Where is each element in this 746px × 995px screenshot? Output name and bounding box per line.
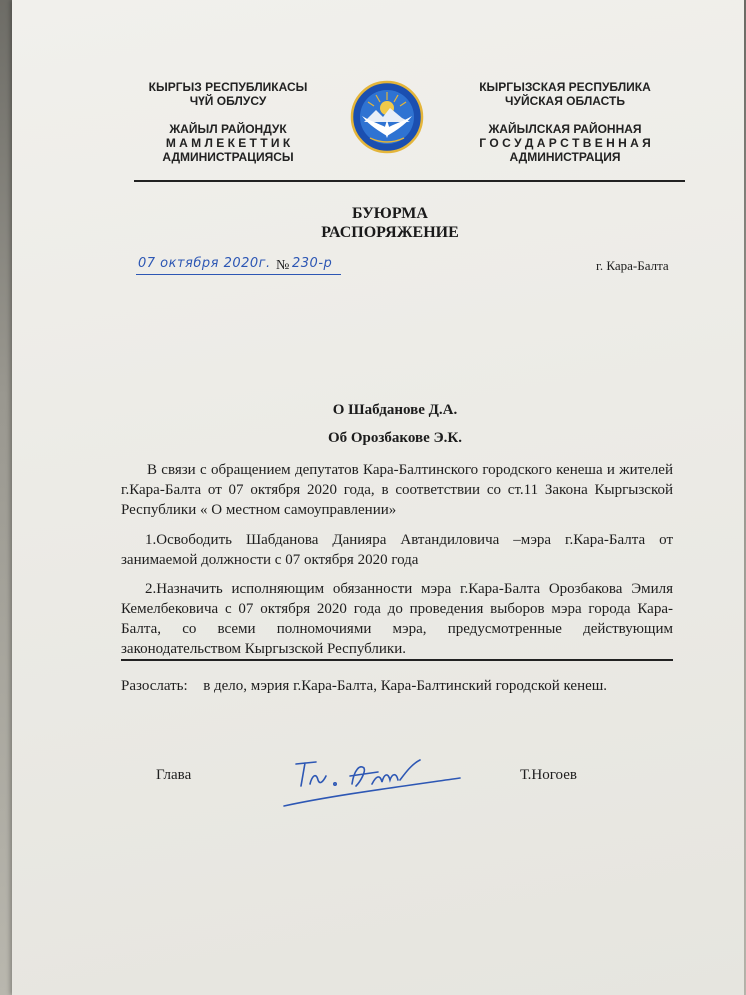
header-left-district: ЖАЙЫЛ РАЙОНДУК bbox=[169, 122, 287, 136]
subject-line-2: Об Орозбакове Э.К. bbox=[327, 430, 463, 446]
state-emblem-icon bbox=[350, 80, 424, 154]
distribution-line bbox=[121, 676, 681, 696]
header-left-country: КЫРГЫЗ РЕСПУБЛИКАСЫ bbox=[148, 80, 308, 94]
signatory-position: Глава bbox=[156, 767, 192, 783]
body-divider bbox=[121, 659, 673, 661]
handwritten-number: 230-р bbox=[292, 256, 333, 271]
preamble-paragraph: В связи с обращением депутатов Кара-Балтинского городского кенеша и жителей г.Кара-Балта от 07 октября 2020 года, в соответствии со ст.11 Закона Кыргызской Республики « О местном самоуправлении» bbox=[121, 462, 673, 518]
header-right-region: ЧУЙСКАЯ ОБЛАСТЬ bbox=[505, 94, 625, 108]
handwritten-signature-icon bbox=[280, 750, 470, 812]
signatory-name: Т.Ногоев bbox=[520, 767, 577, 783]
order-item-2: 2.Назначить исполняющим обязанности мэра г.Кара-Балта Орозбакова Эмиля Кемелбековича с 07 октября 2020 года до проведения выборов мэра города Кара-Балта, со всеми полномочиями мэра, предусмотренные действующим законодательством Кыргызской Республики. bbox=[121, 581, 673, 657]
header-right-administration: АДМИНИСТРАЦИЯ bbox=[509, 150, 621, 164]
header-right bbox=[459, 80, 671, 164]
header-right-country: КЫРГЫЗСКАЯ РЕСПУБЛИКА bbox=[479, 80, 651, 94]
subject-line-1: О Шабданове Д.А. bbox=[332, 402, 458, 418]
header-right-district: ЖАЙЫЛСКАЯ РАЙОННАЯ bbox=[488, 122, 642, 136]
distribution-text: в дело, мэрия г.Кара-Балта, Кара-Балтинский городской кенеш. bbox=[203, 678, 608, 694]
date-underline bbox=[136, 274, 341, 275]
handwritten-date: 07 октября 2020г. bbox=[138, 256, 271, 271]
distribution-label: Разослать: bbox=[121, 678, 188, 694]
city-label: г. Кара-Балта bbox=[596, 258, 669, 273]
doc-title-kg: БУЮРМА bbox=[352, 205, 428, 222]
doc-title-ru: РАСПОРЯЖЕНИЕ bbox=[321, 224, 459, 241]
header-left-state: М А М Л Е К Е Т Т И К bbox=[165, 136, 291, 150]
header-divider bbox=[134, 180, 685, 182]
header-right-state: Г О С У Д А Р С Т В Е Н Н А Я bbox=[479, 136, 651, 150]
header-left-region: ЧҮЙ ОБЛУСУ bbox=[189, 94, 267, 108]
header-left bbox=[139, 80, 317, 164]
date-number-line bbox=[136, 255, 346, 279]
header-left-administration: АДМИНИСТРАЦИЯСЫ bbox=[162, 150, 294, 164]
number-sign: № bbox=[276, 258, 290, 273]
state-emblem bbox=[350, 80, 424, 154]
order-item-1: 1.Освободить Шабданова Данияра Автандиловича –мэра г.Кара-Балта от занимаемой должности с 07 октября 2020 года bbox=[121, 532, 673, 568]
